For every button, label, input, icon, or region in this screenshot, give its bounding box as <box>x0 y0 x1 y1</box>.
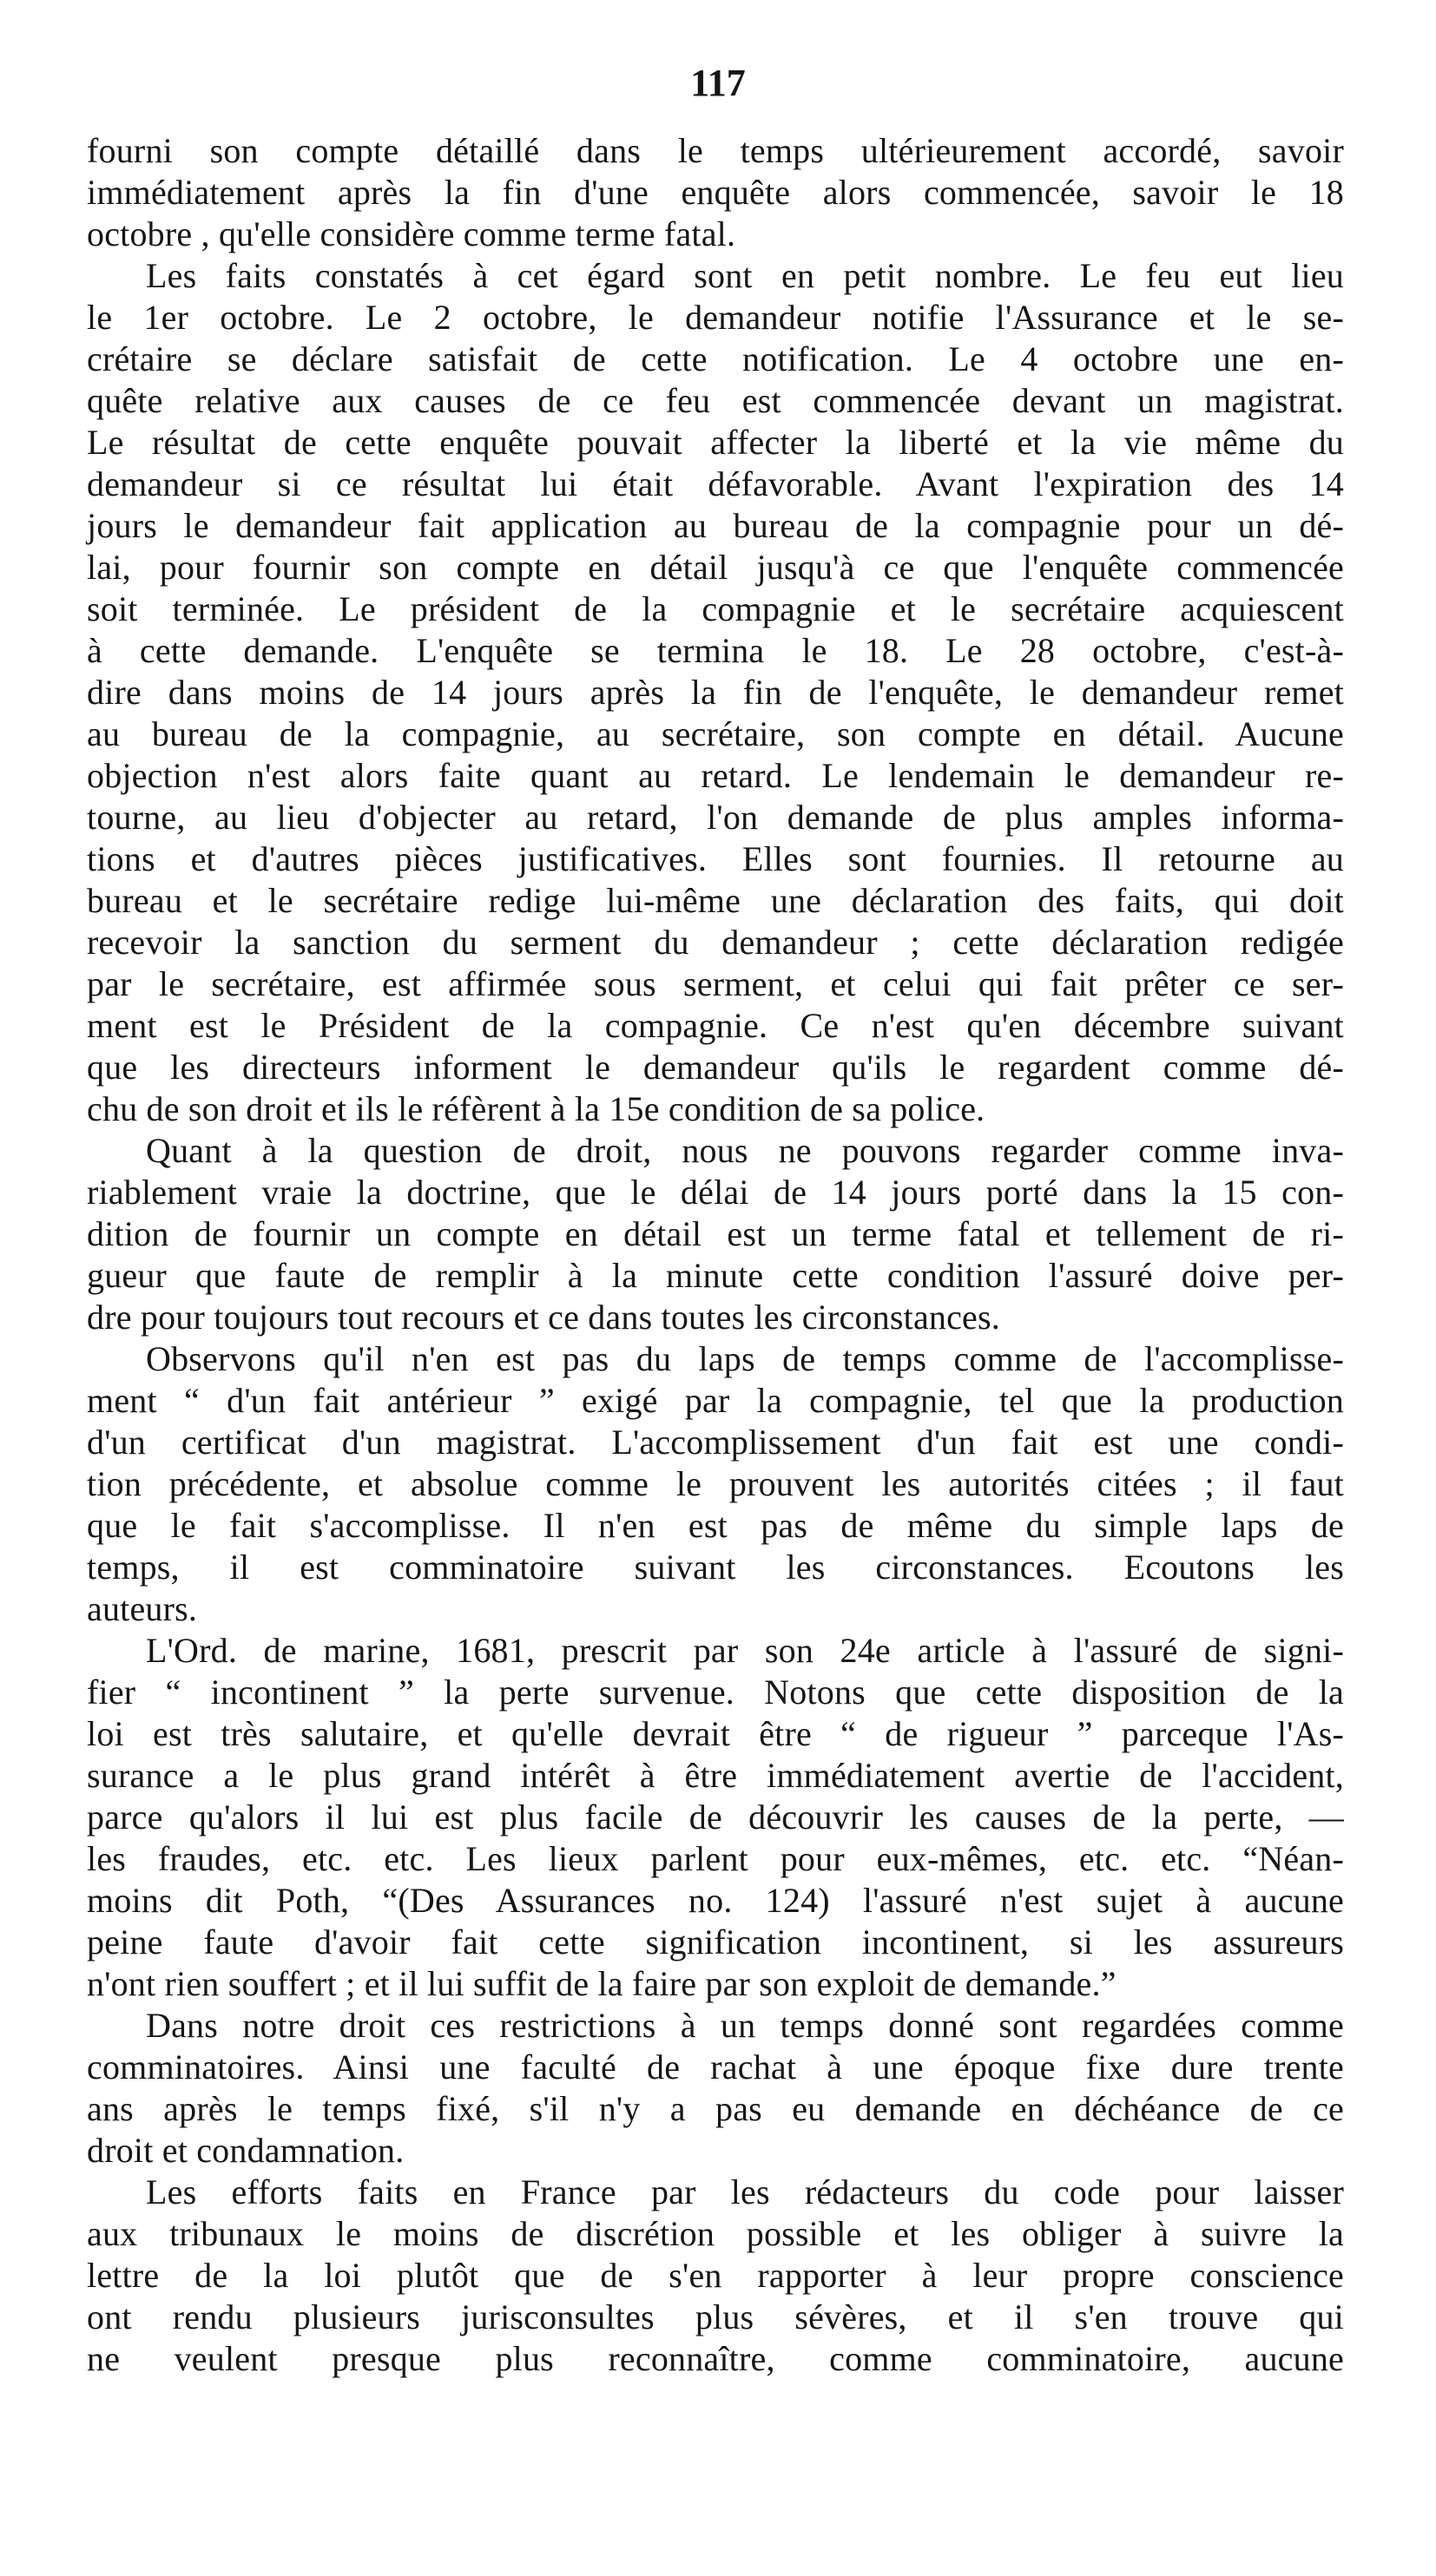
text-line: au bureau de la compagnie, au secrétaire, son compte en détail. Aucune <box>87 714 1344 753</box>
text-line: auteurs. <box>87 1589 198 1628</box>
text-line: bureau et le secrétaire redige lui-même une déclaration des faits, qui doit <box>87 881 1344 920</box>
text-line: que les directeurs informent le demandeur qu'ils le regardent comme dé- <box>87 1048 1344 1087</box>
text-line: ne veulent presque plus reconnaître, comme comminatoire, aucune <box>87 2339 1344 2378</box>
text-line: ans après le temps fixé, s'il n'y a pas eu demande en déchéance de ce <box>87 2089 1344 2128</box>
text-line: surance a le plus grand intérêt à être immédiatement avertie de l'accident, <box>87 1756 1344 1795</box>
text-line: dire dans moins de 14 jours après la fin de l'enquête, le demandeur remet <box>87 673 1344 712</box>
body-text <box>87 130 1344 2380</box>
text-line: Le résultat de cette enquête pouvait affecter la liberté et la vie même du <box>87 423 1344 462</box>
text-line: Quant à la question de droit, nous ne pouvons regarder comme inva- <box>146 1131 1344 1170</box>
text-line: immédiatement après la fin d'une enquête alors commencée, savoir le 18 <box>87 173 1344 212</box>
text-line: n'ont rien souffert ; et il lui suffit de la faire par son exploit de demande.” <box>87 1964 1117 2003</box>
text-line: Les efforts faits en France par les rédacteurs du code pour laisser <box>146 2172 1344 2211</box>
text-line: tion précédente, et absolue comme le prouvent les autorités citées ; il faut <box>87 1464 1344 1503</box>
page-number: 117 <box>690 62 746 104</box>
text-line: les fraudes, etc. etc. Les lieux parlent pour eux-mêmes, etc. etc. “Néan- <box>87 1839 1344 1878</box>
text-line: que le fait s'accomplisse. Il n'en est pas de même du simple laps de <box>87 1506 1344 1545</box>
text-line: d'un certificat d'un magistrat. L'accomplissement d'un fait est une condi- <box>87 1423 1344 1462</box>
text-line: gueur que faute de remplir à la minute cette condition l'assuré doive per- <box>87 1256 1344 1295</box>
text-line: L'Ord. de marine, 1681, prescrit par son 24e article à l'assuré de signi- <box>146 1631 1344 1670</box>
text-line: fier “ incontinent ” la perte survenue. Notons que cette disposition de la <box>87 1672 1344 1712</box>
text-line: droit et condamnation. <box>87 2131 405 2170</box>
text-line: le 1er octobre. Le 2 octobre, le demandeur notifie l'Assurance et le se- <box>87 298 1344 337</box>
text-line: quête relative aux causes de ce feu est commencée devant un magistrat. <box>87 381 1344 420</box>
text-line: peine faute d'avoir fait cette signification incontinent, si les assureurs <box>87 1922 1344 1962</box>
text-line: moins dit Poth, “(Des Assurances no. 124) l'assuré n'est sujet à aucune <box>87 1881 1344 1920</box>
text-line: recevoir la sanction du serment du demandeur ; cette déclaration redigée <box>87 923 1344 962</box>
text-line: fourni son compte détaillé dans le temps ultérieurement accordé, savoir <box>87 131 1344 170</box>
text-line: jours le demandeur fait application au bureau de la compagnie pour un dé- <box>87 506 1344 545</box>
text-line: dition de fournir un compte en détail est un terme fatal et tellement de ri- <box>87 1214 1344 1253</box>
text-line: tions et d'autres pièces justificatives. Elles sont fournies. Il retourne au <box>87 839 1344 878</box>
text-line: lai, pour fournir son compte en détail jusqu'à ce que l'enquête commencée <box>87 548 1344 587</box>
text-line: lettre de la loi plutôt que de s'en rapporter à leur propre conscience <box>87 2256 1344 2295</box>
text-line: loi est très salutaire, et qu'elle devrait être “ de rigueur ” parceque l'As- <box>87 1714 1344 1753</box>
text-line: soit terminée. Le président de la compagnie et le secrétaire acquiescent <box>87 589 1344 628</box>
text-line: crétaire se déclare satisfait de cette notification. Le 4 octobre une en- <box>87 339 1344 378</box>
text-line: parce qu'alors il lui est plus facile de découvrir les causes de la perte, — <box>87 1797 1344 1837</box>
text-line: octobre , qu'elle considère comme terme fatal. <box>87 214 736 253</box>
text-line: par le secrétaire, est affirmée sous serment, et celui qui fait prêter ce ser- <box>87 964 1344 1003</box>
text-line: comminatoires. Ainsi une faculté de rachat à une époque fixe dure trente <box>87 2047 1344 2086</box>
text-line: ment est le Président de la compagnie. Ce n'est qu'en décembre suivant <box>87 1006 1344 1045</box>
text-line: temps, il est comminatoire suivant les circonstances. Ecoutons les <box>87 1548 1344 1587</box>
text-line: tourne, au lieu d'objecter au retard, l'on demande de plus amples informa- <box>87 798 1344 837</box>
text-line: riablement vraie la doctrine, que le délai de 14 jours porté dans la 15 con- <box>87 1173 1344 1212</box>
text-line: ont rendu plusieurs jurisconsultes plus sévères, et il s'en trouve qui <box>87 2297 1344 2336</box>
text-line: chu de son droit et ils le réfèrent à la 15e condition de sa police. <box>87 1089 985 1128</box>
text-line: demandeur si ce résultat lui était défavorable. Avant l'expiration des 14 <box>87 464 1344 503</box>
text-line: aux tribunaux le moins de discrétion possible et les obliger à suivre la <box>87 2214 1344 2253</box>
text-line: ment “ d'un fait antérieur ” exigé par la compagnie, tel que la production <box>87 1381 1344 1420</box>
text-line: objection n'est alors faite quant au retard. Le lendemain le demandeur re- <box>87 756 1344 795</box>
text-line: dre pour toujours tout recours et ce dans toutes les circonstances. <box>87 1298 1000 1337</box>
text-line: Observons qu'il n'en est pas du laps de temps comme de l'accomplisse- <box>146 1339 1344 1378</box>
text-line: à cette demande. L'enquête se termina le 18. Le 28 octobre, c'est-à- <box>87 631 1344 670</box>
text-line: Dans notre droit ces restrictions à un temps donné sont regardées comme <box>146 2006 1344 2045</box>
text-line: Les faits constatés à cet égard sont en petit nombre. Le feu eut lieu <box>146 256 1344 295</box>
